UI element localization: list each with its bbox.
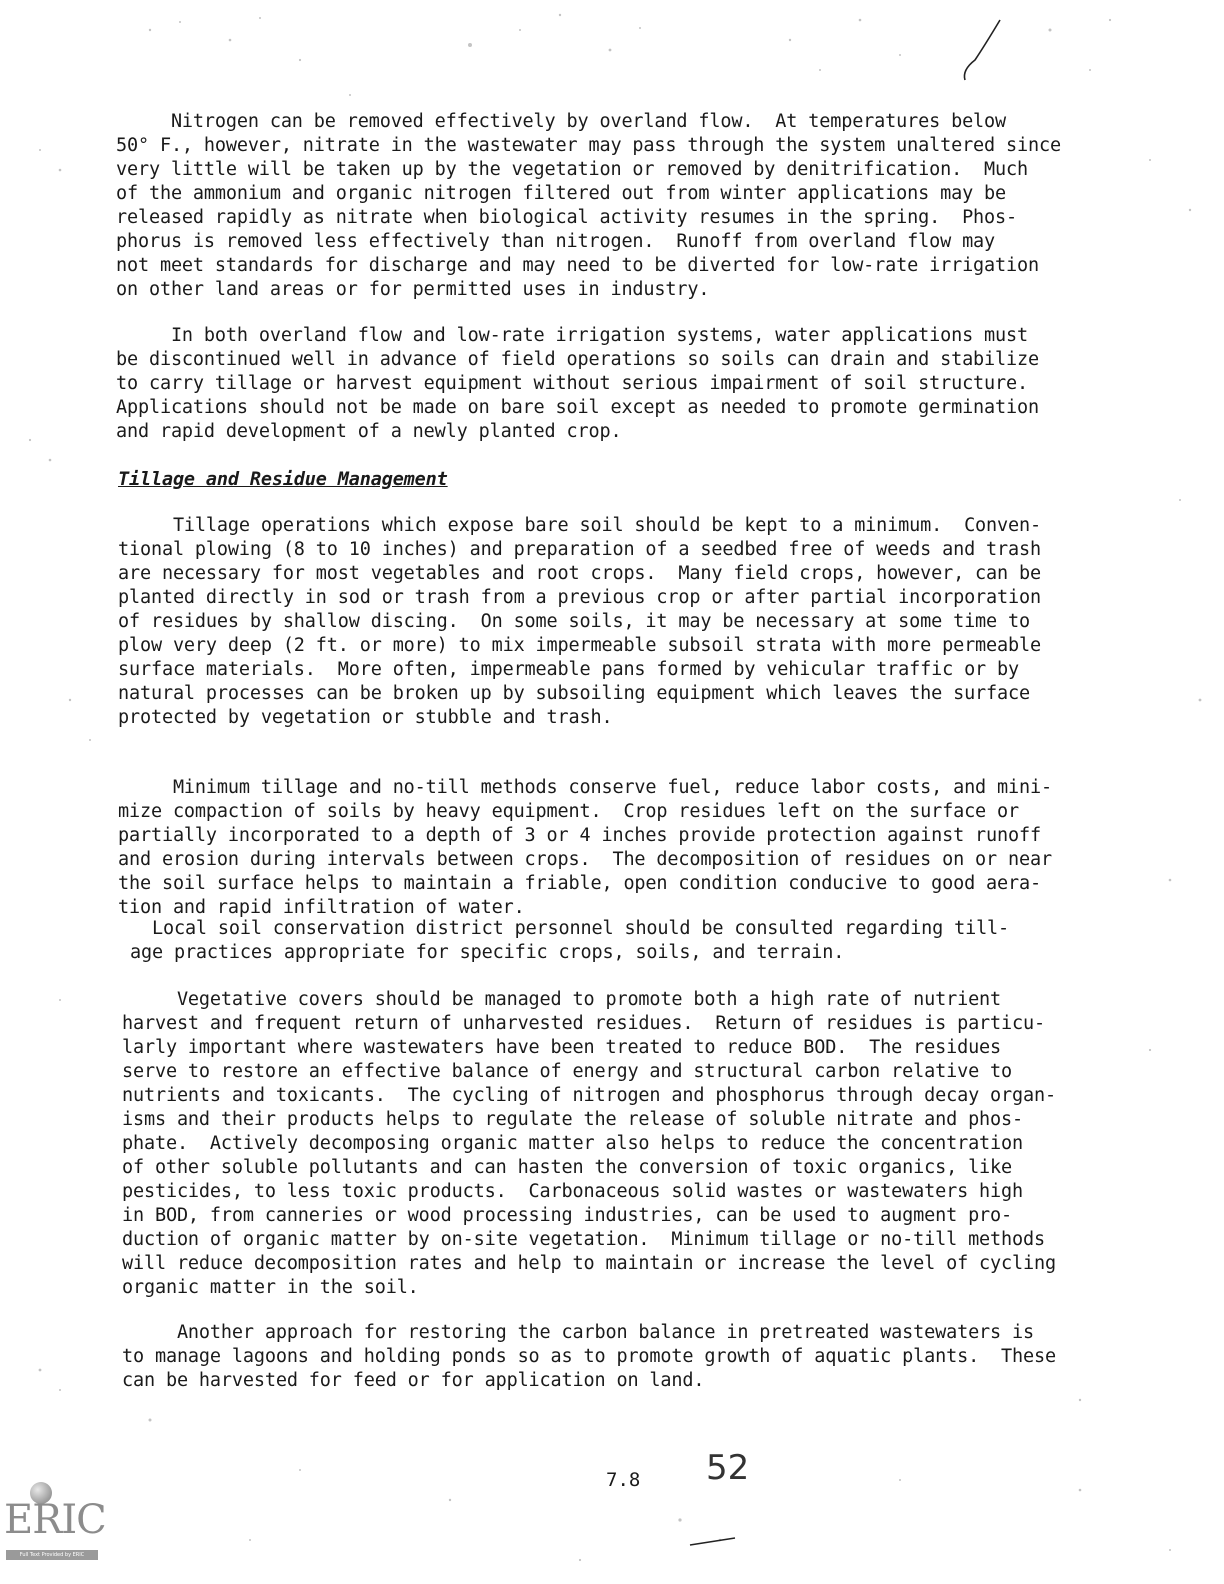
paragraph-tillage-operations: Tillage operations which expose bare soil should be kept to a minimum. Conven- tional plowing (8 to 10 inches) and preparation of a seedbed free of weeds and trash are necessary for most vegetables and root crops. Many field crops, however, can be planted directly in sod or trash from a previous crop or after partial incorporation of residues by shallow discing. On some soils, it may be necessary at some time to plow very deep (2 ft. or more) to mix impermeable subsoil strata with more permeable surface materials. More often, impermeable pans formed by vehicular traffic or by natural processes can be broken up by subsoiling equipment which leaves the surface protected by vegetation or stubble and trash. — [118, 515, 1041, 728]
paragraph-carbon-balance: Another approach for restoring the carbon balance in pretreated wastewaters is to manage lagoons and holding ponds so as to promote growth of aquatic plants. These can be harvested for feed or for application on land. — [122, 1322, 1056, 1391]
section-heading: Tillage and Residue Management — [118, 469, 448, 490]
paragraph-minimum-tillage: Minimum tillage and no-till methods conserve fuel, reduce labor costs, and mini- mize compaction of soils by heavy equipment. Crop residues left on the surface or partially incorporated to a depth of 3 or 4 inches provide protection against runoff and erosion during intervals between crops. The decomposition of residues on or near the soil surface helps to maintain a friable, open condition conducive to good aera- tion and rapid infiltration of water. — [118, 777, 1052, 918]
paragraph-application-timing: In both overland flow and low-rate irrigation systems, water applications must be discontinued well in advance of field operations so soils can drain and stabilize to carry tillage or harvest equipment without serious impairment of soil structure. Applications should not be made on bare soil except as needed to promote germination and rapid development of a newly planted crop. — [116, 325, 1039, 442]
logo-tagline: Full Text Provided by ERIC — [6, 1550, 98, 1560]
page-number: 7.8 — [606, 1469, 641, 1491]
paragraph-overland-flow-nitrogen: Nitrogen can be removed effectively by overland flow. At temperatures below 50° F., however, nitrate in the wastewater may pass through the system unaltered since very little will be taken up by the vegetation or removed by denitrification. Much of the ammonium and organic nitrogen filtered out from winter applications may be released rapidly as nitrate when biological activity resumes in the spring. Phos- phorus is removed less effectively than nitrogen. Runoff from overland flow may not meet standards for discharge and may need to be diverted for low-rate irrigation on other land areas or for permitted uses in industry. — [116, 111, 1061, 300]
eric-logo — [0, 1478, 110, 1574]
paragraph-vegetative-covers: Vegetative covers should be managed to promote both a high rate of nutrient harvest and frequent return of unharvested residues. Return of residues is particu- larly important where wastewaters have been treated to reduce BOD. The residues serve to restore an effective balance of energy and structural carbon relative to nutrients and toxicants. The cycling of nitrogen and phosphorus through decay organ- isms and their products helps to regulate the release of soluble nitrate and phos- phate. Actively decomposing organic matter also helps to reduce the concentration of other soluble pollutants and can hasten the conversion of toxic organics, like pesticides, to less toxic products. Carbonaceous solid wastes or wastewaters high in BOD, from canneries or wood processing industries, can be used to augment pro- duction of organic matter by on-site vegetation. Minimum tillage or no-till methods will reduce decomposition rates and help to maintain or increase the level of cycling organic matter in the soil. — [122, 989, 1056, 1298]
logo-text: ERIC — [4, 1497, 106, 1543]
handwritten-page-mark: 52 — [706, 1448, 750, 1488]
paragraph-soil-conservation: Local soil conservation district personnel should be consulted regarding till- age practices appropriate for specific crops, soils, and terrain. — [130, 918, 1010, 963]
